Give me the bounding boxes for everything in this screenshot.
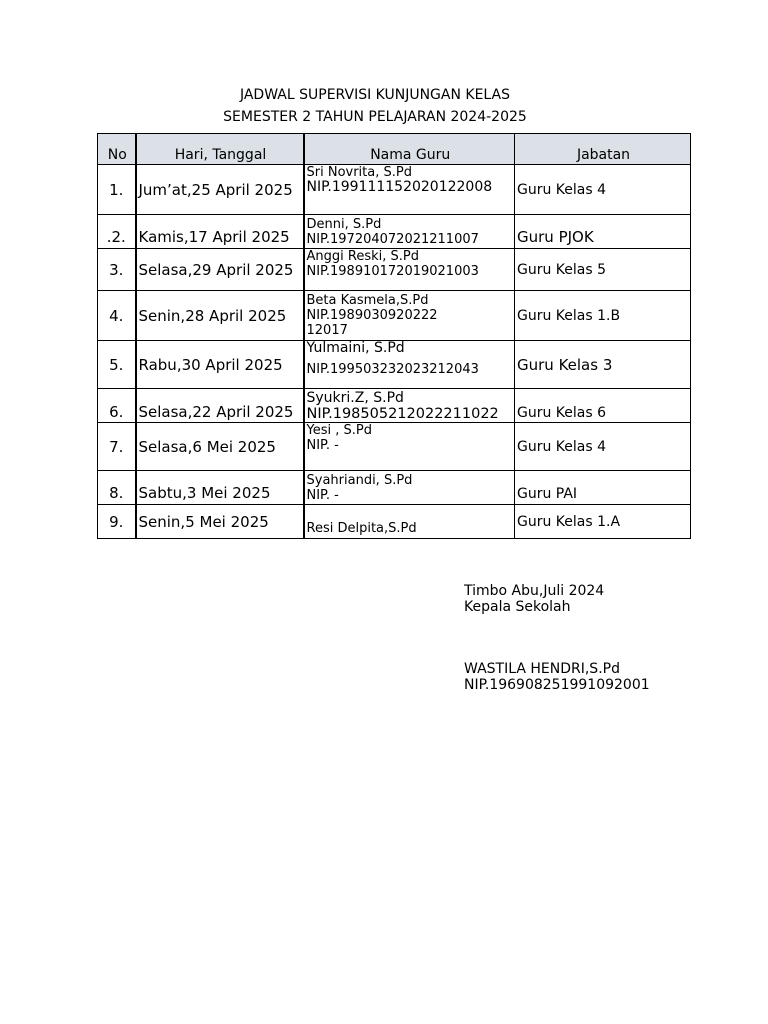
row-date: Senin,5 Mei 2025: [136, 505, 304, 539]
row-number: 6.: [98, 389, 136, 423]
signature-name: WASTILA HENDRI,S.Pd: [464, 661, 620, 677]
row-teacher: [304, 215, 515, 249]
row-date: Selasa,6 Mei 2025: [136, 423, 304, 471]
row-teacher: [304, 165, 515, 215]
column-header-position: Jabatan: [515, 134, 691, 165]
row-date: Rabu,30 April 2025: [136, 341, 304, 389]
row-number: 5.: [98, 341, 136, 389]
row-teacher: [304, 423, 515, 471]
teacher-name: Syukri.Z, S.Pd: [306, 389, 404, 406]
signature-nip: NIP.196908251991092001: [464, 677, 650, 693]
teacher-name: Anggi Reski, S.Pd: [306, 249, 419, 264]
table-row: [98, 341, 691, 389]
row-teacher: [304, 389, 515, 423]
row-teacher: [304, 505, 515, 539]
table-row: [98, 215, 691, 249]
row-position: Guru Kelas 1.B: [515, 291, 691, 341]
row-position: Guru Kelas 4: [515, 423, 691, 471]
row-teacher: [304, 341, 515, 389]
row-teacher: [304, 471, 515, 505]
row-date: Selasa,29 April 2025: [136, 249, 304, 291]
row-teacher: [304, 249, 515, 291]
table-header-row: [98, 134, 691, 165]
signature-position: Kepala Sekolah: [464, 599, 571, 615]
document-title: JADWAL SUPERVISI KUNJUNGAN KELAS: [239, 87, 511, 103]
row-position: Guru Kelas 1.A: [515, 505, 691, 539]
row-number: 3.: [98, 249, 136, 291]
signature-place-date: Timbo Abu,Juli 2024: [464, 583, 605, 599]
teacher-name: Beta Kasmela,S.Pd: [306, 293, 429, 308]
row-position: Guru Kelas 6: [515, 389, 691, 423]
document-subtitle: SEMESTER 2 TAHUN PELAJARAN 2024-2025: [223, 109, 527, 125]
column-header-no: No: [98, 134, 136, 165]
table-row: [98, 165, 691, 215]
teacher-name: Denni, S.Pd: [306, 216, 382, 232]
row-teacher: [304, 291, 515, 341]
row-date: Selasa,22 April 2025: [136, 389, 304, 423]
row-number: 1.: [98, 165, 136, 215]
teacher-name: Sri Novrita, S.Pd: [306, 165, 412, 180]
teacher-nip: NIP.1989030920222: [306, 308, 438, 323]
row-number: 9.: [98, 505, 136, 539]
teacher-nip: NIP.198910172019021003: [306, 264, 479, 279]
teacher-nip: NIP.199503232023212043: [306, 362, 479, 377]
teacher-name: Yulmaini, S.Pd: [306, 340, 405, 356]
row-date: Jum’at,25 April 2025: [136, 165, 304, 215]
row-position: Guru Kelas 4: [515, 165, 691, 215]
teacher-name: Resi Delpita,S.Pd: [306, 521, 417, 536]
teacher-nip: NIP. -: [306, 438, 339, 453]
row-position: Guru PAI: [515, 471, 691, 505]
row-number: 8.: [98, 471, 136, 505]
row-number: 4.: [98, 291, 136, 341]
row-position: Guru Kelas 3: [515, 341, 691, 389]
row-number: 7.: [98, 423, 136, 471]
teacher-nip: NIP.198505212022211022: [306, 405, 499, 422]
row-number: .2.: [98, 215, 136, 249]
teacher-nip: NIP.199111152020122008: [306, 179, 493, 195]
row-position: Guru PJOK: [515, 215, 691, 249]
table-row: [98, 471, 691, 505]
schedule-table: [97, 133, 691, 539]
table-row: [98, 389, 691, 423]
column-header-teacher: Nama Guru: [304, 134, 515, 165]
teacher-nip: NIP. -: [306, 487, 339, 503]
row-date: Senin,28 April 2025: [136, 291, 304, 341]
table-row: [98, 505, 691, 539]
row-position: Guru Kelas 5: [515, 249, 691, 291]
teacher-name: Yesi , S.Pd: [306, 423, 372, 438]
row-date: Kamis,17 April 2025: [136, 215, 304, 249]
table-row: [98, 423, 691, 471]
teacher-name: Syahriandi, S.Pd: [306, 472, 413, 488]
teacher-nip-continued: 12017: [306, 323, 348, 338]
row-date: Sabtu,3 Mei 2025: [136, 471, 304, 505]
table-row: [98, 249, 691, 291]
table-row: [98, 291, 691, 341]
column-header-date: Hari, Tanggal: [136, 134, 304, 165]
teacher-nip: NIP.197204072021211007: [306, 231, 479, 247]
